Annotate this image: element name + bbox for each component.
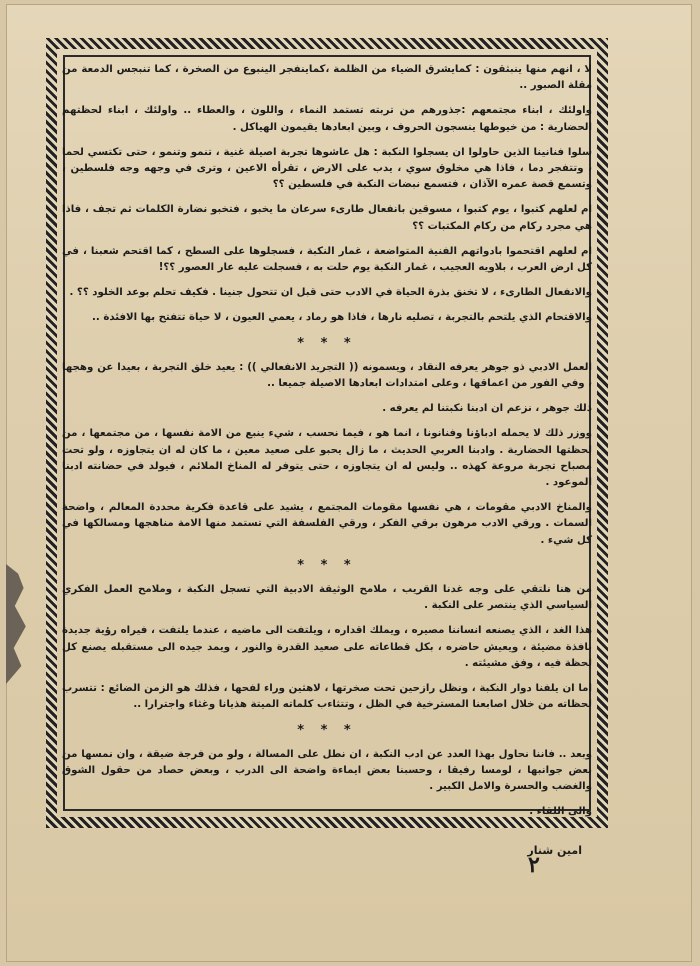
paragraph: والاقتحام الذي يلتحم بالتجربة ، تصليه نارها ، فاذا هو رماد ، يعمي العيون ، لا حياة تتفتح بها الافئدة .. xyxy=(92,312,592,324)
paragraph: سلوا فنانينا الذين حاولوا ان يسجلوا النكبة : هل عاشوها تجربة اصيلة غنية ، تنمو وتنمو ، حتى تكتسي لحما ، وتتفجر دما ، فاذا هي مخلوق سوي ، يدب على الارض ، تقرأه الاعين ، وترى في وجهه وجه فلسطين ، وتسمع قصة عمره الآذان ، فتسمع نبضات النكبة في فلسطين ؟؟ xyxy=(62,146,592,191)
paragraph: هذا الغد ، الذي يصنعه انساننا مصيره ، ويملك اقداره ، ويلتفت الى ماضيه ، عندما يلتفت ، فيراه رؤية جديدة نافذة مضيئة ، ويعيش حاضره ، بكل قطاعاته على صعيد القدرة والنور ، ويمد جيده الى مستقبله يصنع كل لحظة فيه ، وفق مشيئته . xyxy=(62,625,592,669)
section-separator: * * * xyxy=(297,557,357,573)
paragraph: والى اللقاء . xyxy=(529,806,592,818)
article-body xyxy=(62,62,592,857)
paragraph: ووزر ذلك لا يحمله ادباؤنا وفنانونا ، انما هو ، فيما نحسب ، شيء ينبع من الامة نفسها ، من مجتمعها ، من لحظتها الحضارية . وادبنا العربي الحديث ، ما زال يحبو على صعيد معين ، ما كان له ان يتجاوزه ، ولو تحت مصباح تجربة مروعة كهذه .. وليس له ان يتجاوزه ، حتى يتوفر له المناخ الملائم ، فيولد في حضانته ادبنا الموعود . xyxy=(62,428,592,489)
section-separator: * * * xyxy=(297,335,357,351)
paragraph: اما ان يلفنا دوار النكبة ، ونظل رازحين تحت صخرتها ، لاهثين وراء لفحها ، فذلك هو الزمن الضائع : تتسرب لحظاته من خلال اصابعنا المسترخية في الظل ، وتتثاءب كلماته الميتة هذيانا وغثاء واجترارا .. xyxy=(62,683,592,711)
section-separator: * * * xyxy=(297,722,357,738)
paragraph: من هنا نلتقي على وجه غدنا القريب ، ملامح الوثيقة الادبية التي تسجل النكبة ، وملامح العمل الفكري السياسي الذي ينتصر على النكبة . xyxy=(62,584,592,612)
paragraph: وبعد .. فاننا نحاول بهذا العدد عن ادب النكبة ، ان نطل على المسالة ، ولو من فرجة ضيقة ، وان نمسها من بعض جوانبها ، لومسا رفيقا ، وحسبنا بعض ايماءة واضحة الى الدرب ، وبعض حصاد من حقول الشوق والغضب والحسرة والامل الكبير . xyxy=(62,748,592,793)
author-signature: امين شنار xyxy=(527,843,582,857)
torn-edge xyxy=(6,564,28,684)
paragraph: والانفعال الطارىء ، لا تخنق بذرة الحياة في الادب حتى قبل ان تتحول جنينا . فكيف تحلم بوعد الخلود ؟؟ . xyxy=(69,287,592,299)
paragraph: واولئك ، ابناء مجتمعهم :جذورهم من تربته تستمد النماء ، واللون ، والعطاء .. واولئك ، ابناء لحظتهم الحضارية : من خيوطها ينسجون الحروف ، وبين ابعادها يقيمون الهياكل . xyxy=(62,105,592,133)
paragraph: لا ، انهم منها ينبثقون : كمايشرق الضياء من الظلمة ،كماينفجر الينبوع من الصخرة ، كما تنبجس الدمعة من مقلة الصبور .. xyxy=(62,64,592,92)
paragraph: والمناخ الادبي مقومات ، هي نفسها مقومات المجتمع ، يشيد على قاعدة فكرية محددة المعالم ، واضحة السمات . ورقي الادب مرهون برقي الفكر ، ورقي الفلسفة التي تستمد منها الامة مناهجها ومسالكها في كل شيء . xyxy=(62,502,592,546)
paragraph: العمل الادبي ذو جوهر يعرفه النقاد ، ويسمونه (( التجريد الانفعالي )) : يعيد خلق التجربة ، بعيدا عن وهجها ، وفي الفور من اعماقها ، وعلى امتدادات ابعادها الاصيلة جميعا .. xyxy=(62,361,592,390)
paragraph: ذلك جوهر ، نزعم ان ادبنا نكبتنا لم يعرفه . xyxy=(382,403,592,415)
paragraph: ام لعلهم اقتحموا بادواتهم الفنية المتواضعة ، غمار النكبة ، فسجلوها على السطح ، كما اقتحم شعبنا ، في كل ارض العرب ، بلاويه العجيب ، غمار النكبة يوم حلت به ، فسجلت عليه عار العصور ؟؟! xyxy=(62,245,592,274)
page-number: ٢ xyxy=(528,852,540,878)
paragraph: ام لعلهم كتبوا ، يوم كتبوا ، مسوقين بانفعال طارىء سرعان ما يخبو ، فتخبو نضارة الكلمات ثم تجف ، فاذا هي مجرد ركام من ركام المكتبات ؟؟ xyxy=(62,204,592,232)
